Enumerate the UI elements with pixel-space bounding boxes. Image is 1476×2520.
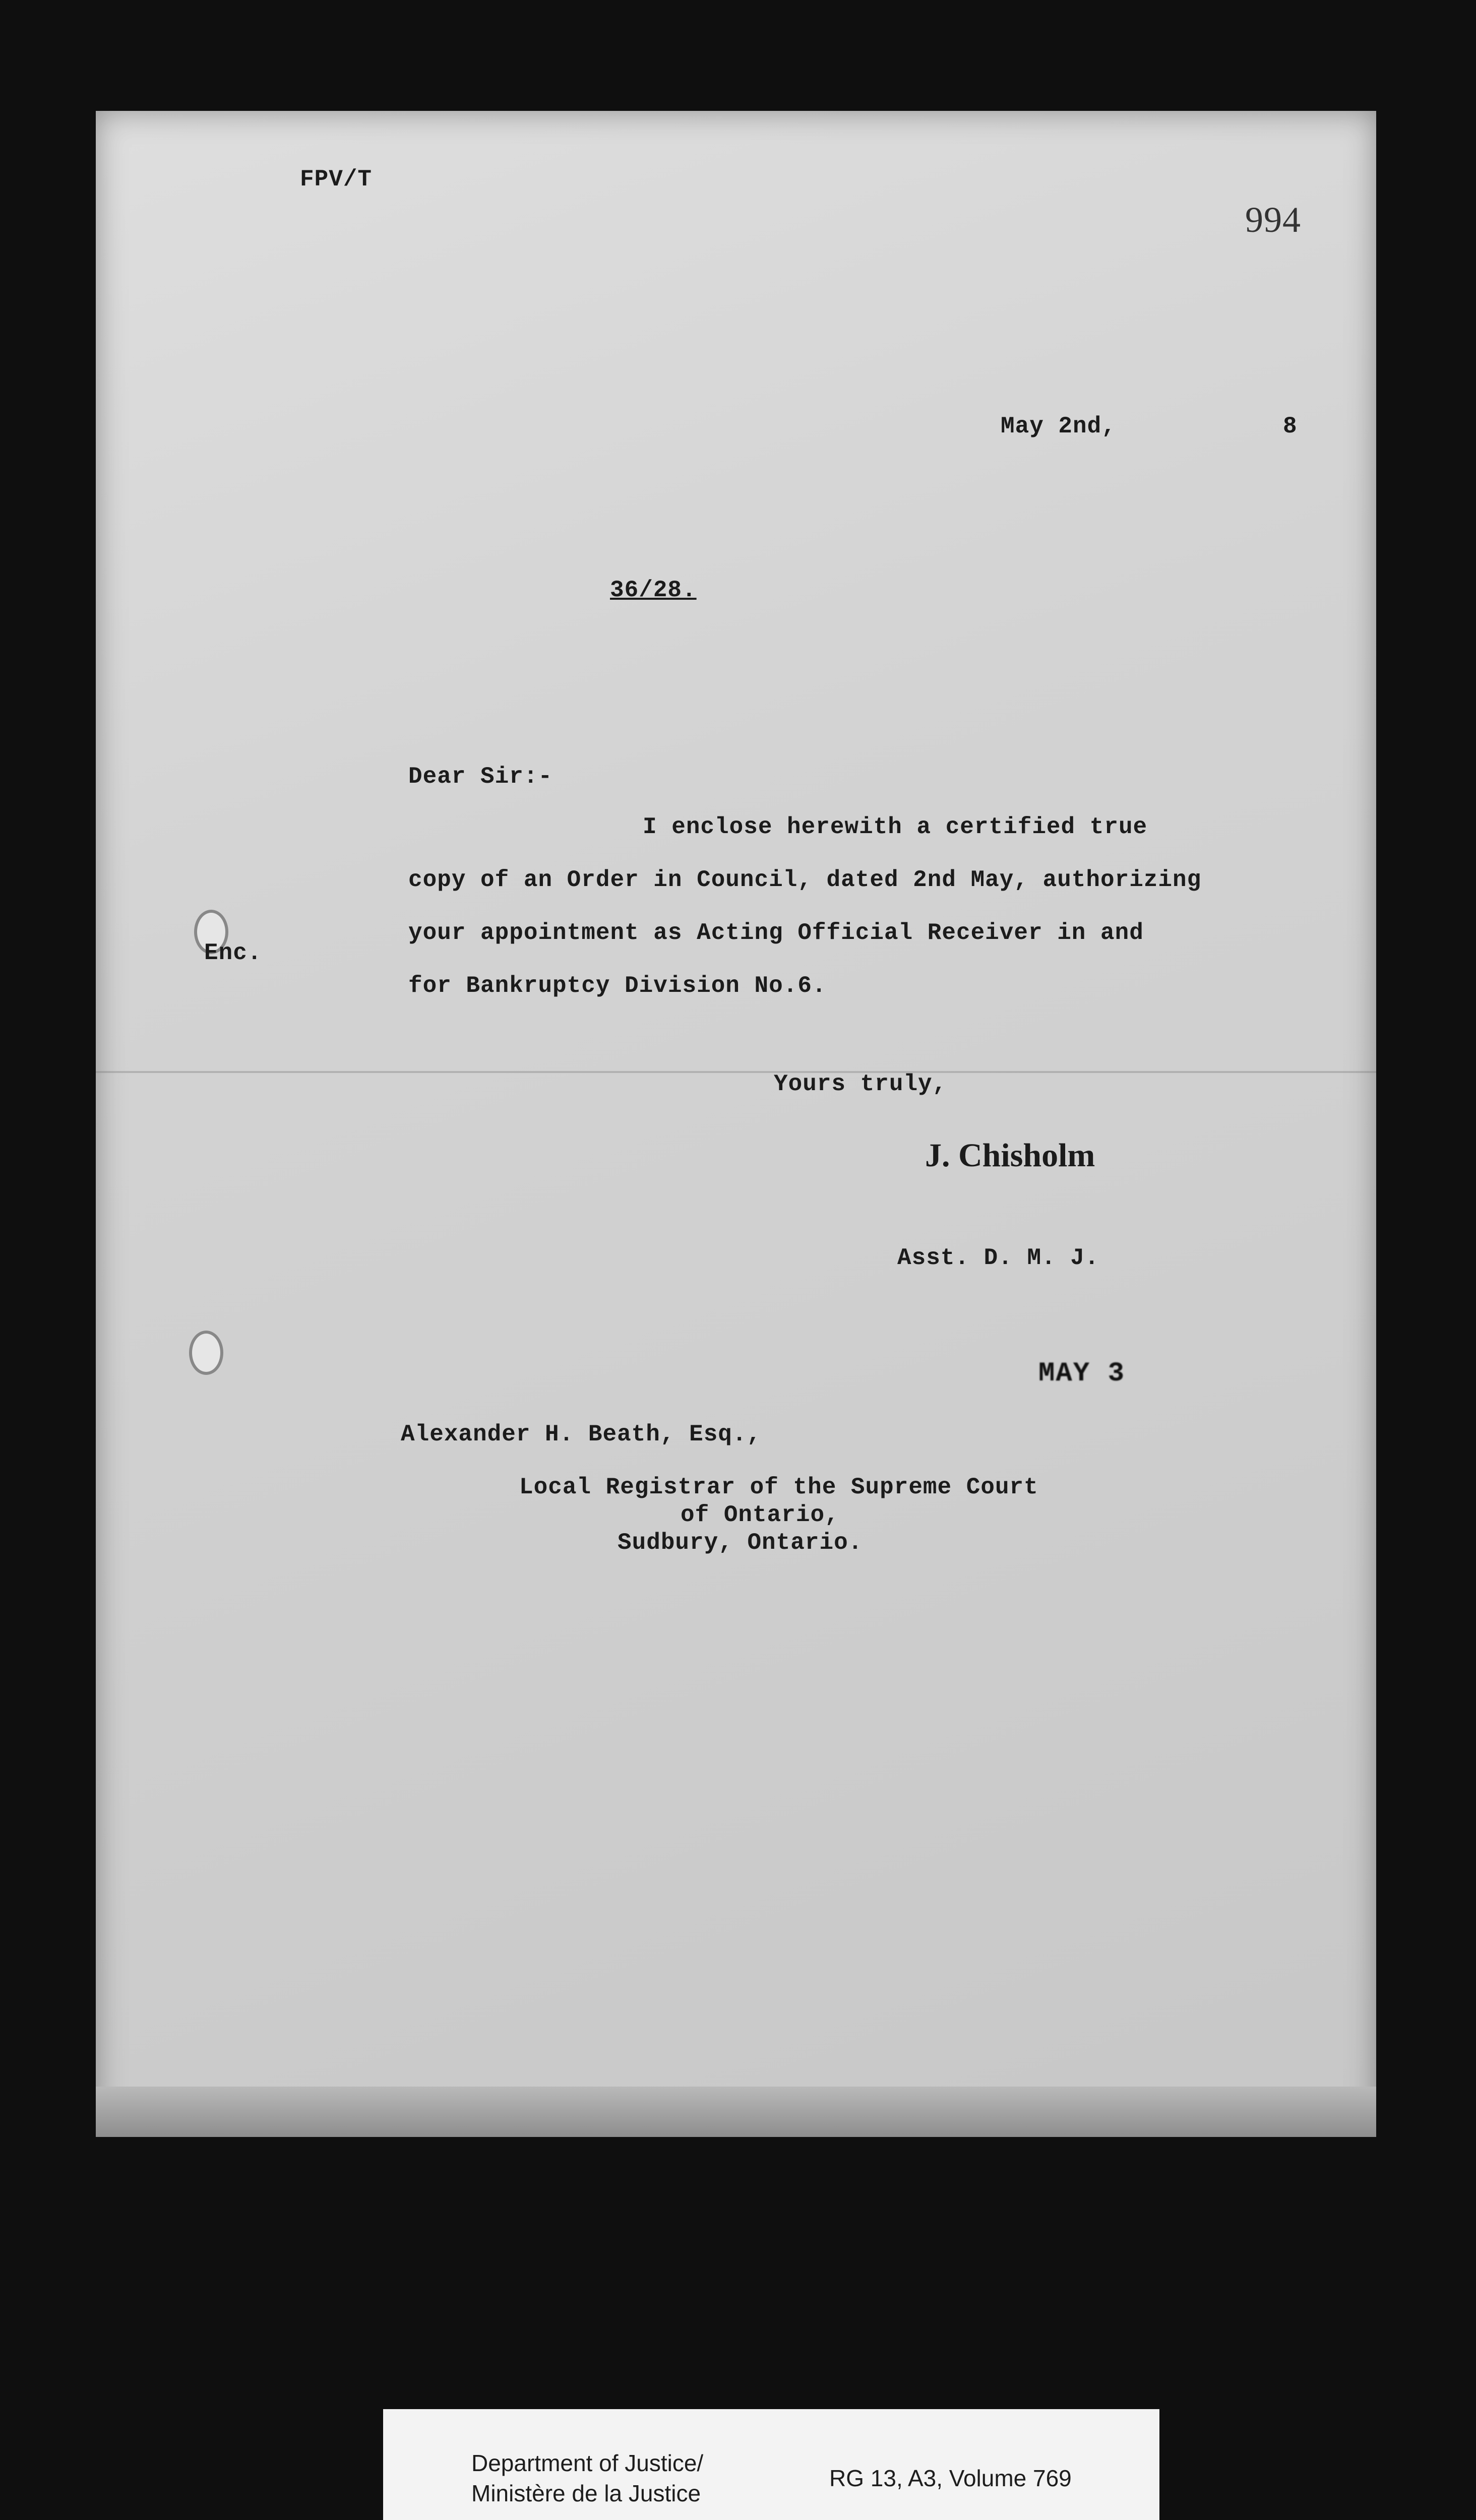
body-line-1: I enclose herewith a certified true <box>643 814 1148 840</box>
body-line-4: for Bankruptcy Division No.6. <box>408 973 827 999</box>
signer-title: Asst. D. M. J. <box>897 1245 1099 1271</box>
folio-number: 994 <box>1245 200 1301 240</box>
page-fold-line <box>96 1071 1376 1073</box>
closing: Yours truly, <box>774 1071 947 1097</box>
signature: J. Chisholm <box>925 1137 1095 1174</box>
enclosure-note: Enc. <box>204 940 262 966</box>
department-name-fr: Ministère de la Justice <box>471 2480 701 2506</box>
recipient-line-2: of Ontario, <box>681 1502 839 1528</box>
typist-initials: FPV/T <box>300 166 373 193</box>
recipient-name: Alexander H. Beath, Esq., <box>401 1421 762 1447</box>
date-year-digit: 8 <box>1283 413 1298 439</box>
page-bottom-edge <box>96 2087 1376 2137</box>
recipient-line-3: Sudbury, Ontario. <box>618 1530 863 1556</box>
file-reference: 36/28. <box>610 577 697 603</box>
received-date-stamp: MAY 3 <box>1038 1358 1126 1389</box>
salutation: Dear Sir:- <box>408 764 553 790</box>
letter-date: May 2nd, <box>1001 413 1116 439</box>
archive-record-reference: RG 13, A3, Volume 769 <box>829 2465 1072 2491</box>
recipient-line-1: Local Registrar of the Supreme Court <box>519 1474 1038 1500</box>
body-line-2: copy of an Order in Council, dated 2nd May, authorizing <box>408 867 1202 893</box>
letter-page <box>96 111 1376 2137</box>
punch-hole-bottom <box>189 1331 223 1375</box>
department-name-en: Department of Justice/ <box>471 2450 704 2476</box>
body-line-3: your appointment as Acting Official Receiver in and <box>408 920 1144 946</box>
